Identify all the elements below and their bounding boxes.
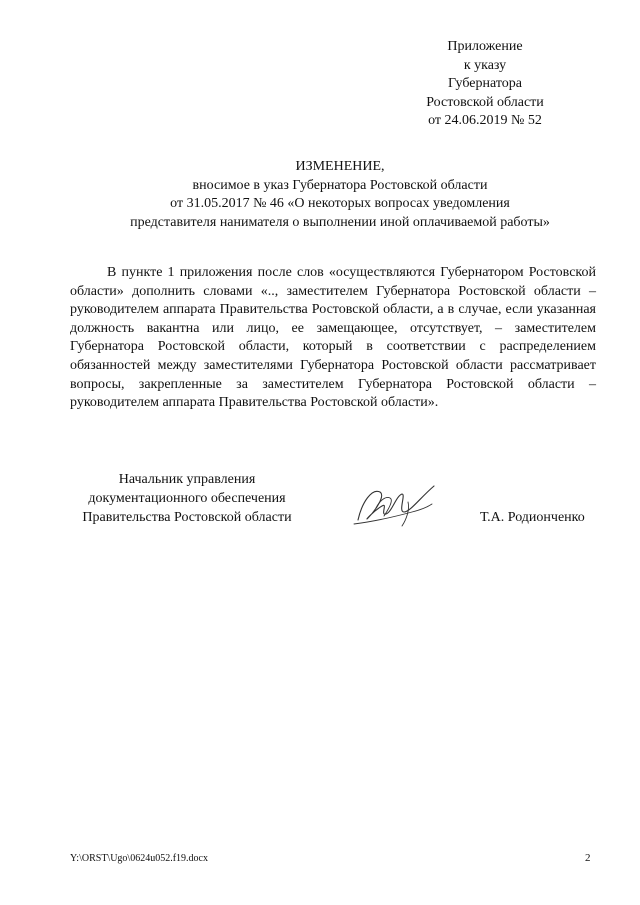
- document-title: ИЗМЕНЕНИЕ,: [295, 159, 385, 174]
- heading-line-3: представителя нанимателя о выполнении иной оплачиваемой работы»: [130, 214, 550, 230]
- heading-line-2: от 31.05.2017 № 46 «О некоторых вопросах уведомления: [170, 196, 510, 211]
- appendix-line-3: Губернатора: [447, 76, 523, 91]
- signer-position-line-2: документационного обеспечения: [88, 491, 286, 506]
- signer-position-line-3: Правительства Ростовской области: [82, 510, 292, 525]
- signer-position-line-1: Начальник управления: [118, 472, 256, 487]
- appendix-header: [420, 38, 550, 131]
- signer-position: [62, 470, 312, 527]
- appendix-line-5: от 24.06.2019 № 52: [428, 113, 542, 128]
- appendix-line-2: к указу: [463, 57, 507, 73]
- appendix-line-4: Ростовской области: [426, 94, 544, 110]
- appendix-line-1: Приложение: [447, 39, 523, 54]
- body-paragraph: В пункте 1 приложения после слов «осуществляются Губернатором Ростовской области» дополнить словами «.., заместителем Губернатора Ростовской области – руководителем аппарата Правительства Ростовской области, а в случае, если указанная должность вакантна или лицо, ее замещающее, отсутствует, – заместителем Губернатора Ростовской области, который в соответствии с распределением обязанностей между заместителями Губернатора Ростовской области рассматривает вопросы, закрепленные за заместителем Губернатора Ростовской области – руководителем аппарата Правительства Ростовской области».: [70, 265, 596, 411]
- heading-line-1: вносимое в указ Губернатора Ростовской области: [192, 177, 488, 193]
- signer-name: Т.А. Родионченко: [480, 510, 585, 525]
- document-heading: [40, 158, 640, 232]
- page-number: 2: [585, 852, 591, 864]
- handwritten-signature: [350, 482, 440, 532]
- footer-file-path: Y:\ORST\Ugo\0624u052.f19.docx: [70, 853, 208, 864]
